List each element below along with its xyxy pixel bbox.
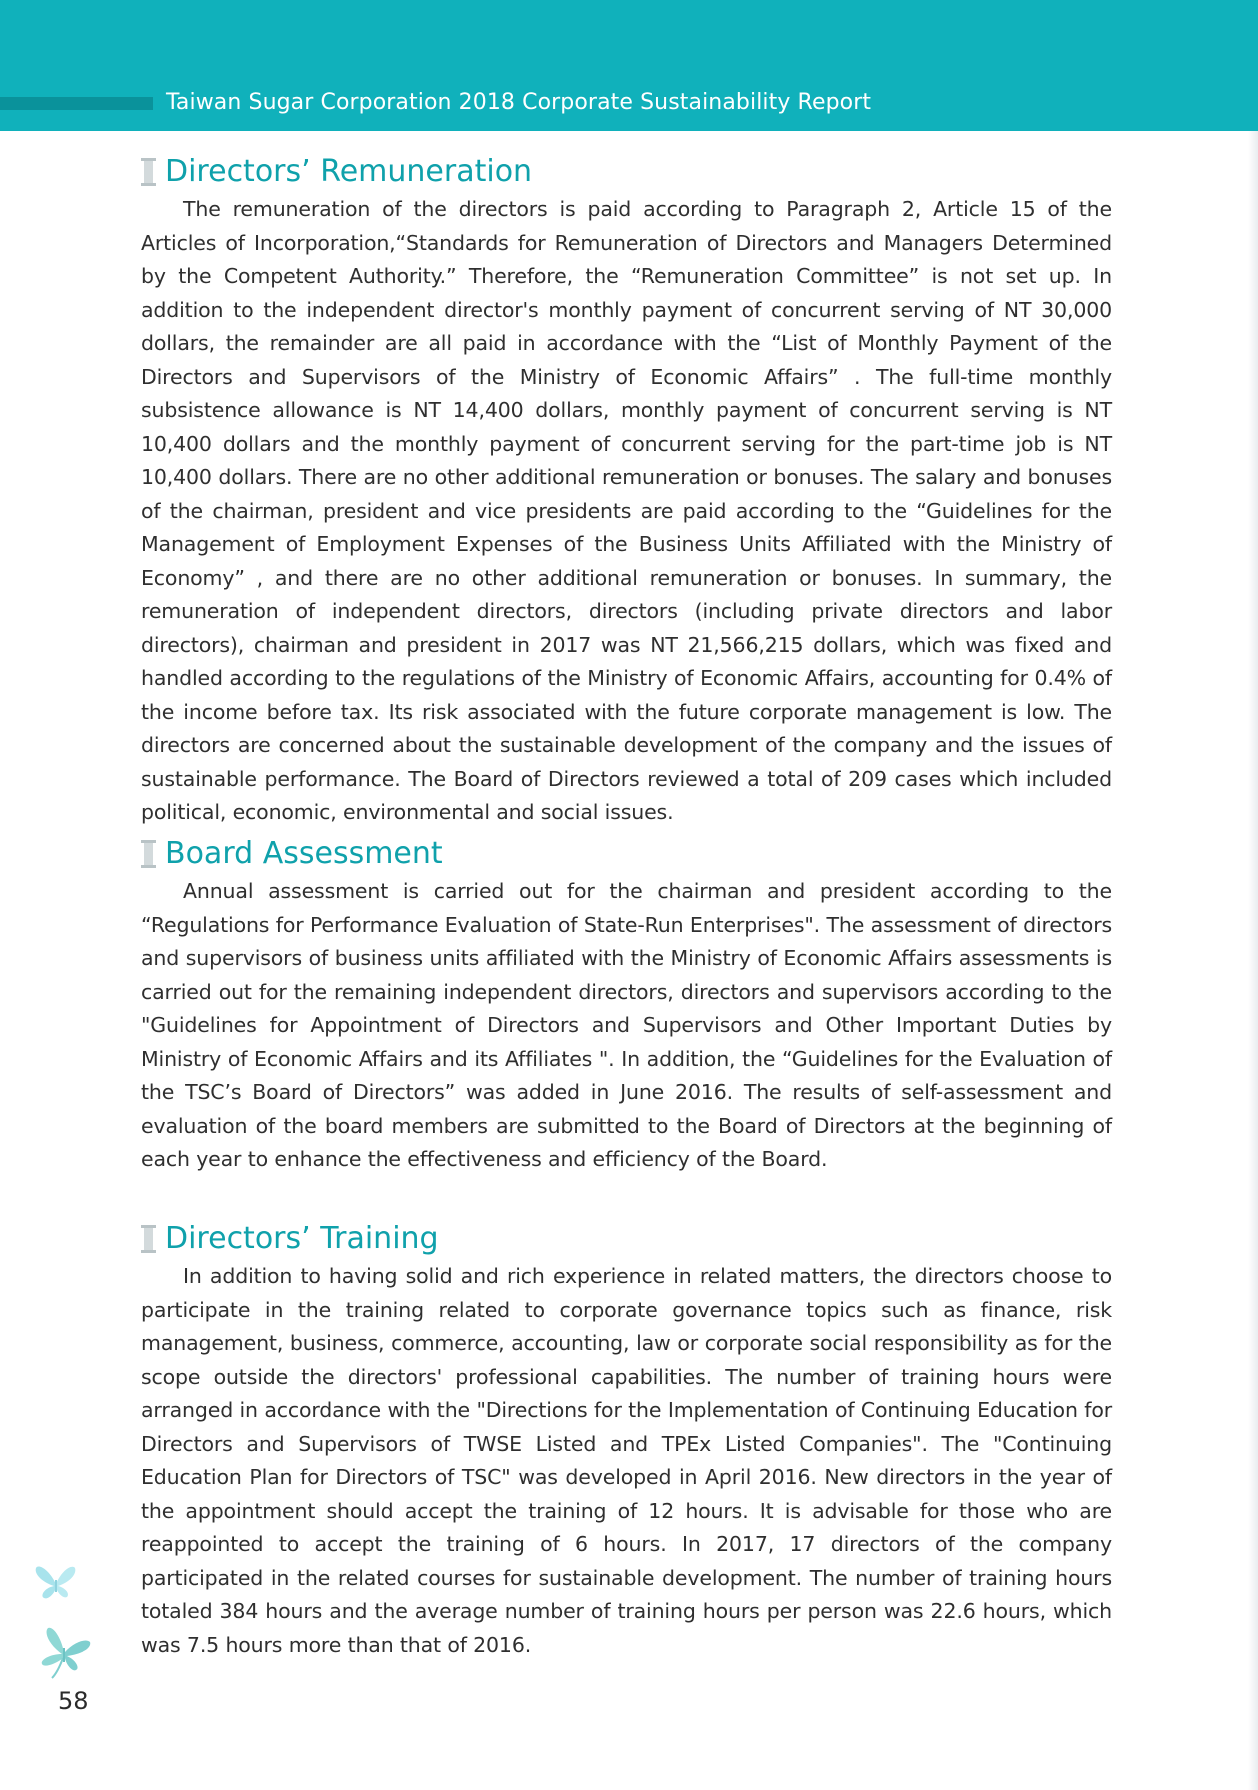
- section-directors-remuneration: [141, 152, 1112, 830]
- section-heading: [141, 834, 1112, 874]
- section-heading: [141, 1219, 1112, 1259]
- section-body: In addition to having solid and rich experience in related matters, the directors choose to participate in the training related to corporate governance topics such as finance, risk management, business, commerce, accounting, law or corporate social responsibility as for the scope outside the directors' professional capabilities. The number of training hours were arranged in accordance with the "Directions for the Implementation of Continuing Education for Directors and Supervisors of TWSE Listed and TPEx Listed Companies". The "Continuing Education Plan for Directors of TSC" was developed in April 2016. New directors in the year of the appointment should accept the training of 12 hours. It is advisable for those who are reappointed to accept the training of 6 hours. In 2017, 17 directors of the company participated in the related courses for sustainable development. The number of training hours totaled 384 hours and the average number of training hours per person was 22.6 hours, which was 7.5 hours more than that of 2016.: [141, 1264, 1112, 1657]
- heading-bar-icon: [141, 158, 156, 186]
- section-title: Board Assessment: [165, 836, 443, 871]
- heading-bar-icon: [141, 840, 156, 868]
- section-body: The remuneration of the directors is paid according to Paragraph 2, Article 15 of the Articles of Incorporation,“Standards for Remuneration of Directors and Managers Determined by the Competent Authority.” Therefore, the “Remuneration Committee” is not set up. In addition to the independent director's monthly payment of concurrent serving of NT 30,000 dollars, the remainder are all paid in accordance with the “List of Monthly Payment of the Directors and Supervisors of the Ministry of Economic Affairs” . The full-time monthly subsistence allowance is NT 14,400 dollars, monthly payment of concurrent serving is NT 10,400 dollars and the monthly payment of concurrent serving for the part-time job is NT 10,400 dollars. There are no other additional remuneration or bonuses. The salary and bonuses of the chairman, president and vice presidents are paid according to the “Guidelines for the Management of Employment Expenses of the Business Units Affiliated with the Ministry of Economy” , and there are no other additional remuneration or bonuses. In summary, the remuneration of independent directors, directors (including private directors and labor directors), chairman and president in 2017 was NT 21,566,215 dollars, which was fixed and handled according to the regulations of the Ministry of Economic Affairs, accounting for 0.4% of the income before tax. Its risk associated with the future corporate management is low. The directors are concerned about the sustainable development of the company and the issues of sustainable performance. The Board of Directors reviewed a total of 209 cases which included political, economic, environmental and social issues.: [141, 197, 1112, 824]
- header-accent-tab: [0, 97, 153, 110]
- section-title: Directors’ Remuneration: [165, 154, 533, 189]
- section-heading: [141, 152, 1112, 192]
- butterfly-icon: [34, 1562, 78, 1607]
- report-title: Taiwan Sugar Corporation 2018 Corporate Sustainability Report: [166, 90, 872, 115]
- section-directors-training: [141, 1219, 1112, 1662]
- page-number: 58: [58, 1687, 89, 1715]
- butterfly-icon: [34, 1624, 94, 1687]
- section-title: Directors’ Training: [165, 1221, 439, 1256]
- page-edge-shadow: [1248, 131, 1258, 1790]
- section-board-assessment: [141, 834, 1112, 1177]
- section-body: Annual assessment is carried out for the chairman and president according to the “Regulations for Performance Evaluation of State-Run Enterprises". The assessment of directors and supervisors of business units affiliated with the Ministry of Economic Affairs assessments is carried out for the remaining independent directors, directors and supervisors according to the "Guidelines for Appointment of Directors and Supervisors and Other Important Duties by Ministry of Economic Affairs and its Affiliates ". In addition, the “Guidelines for the Evaluation of the TSC’s Board of Directors” was added in June 2016. The results of self-assessment and evaluation of the board members are submitted to the Board of Directors at the beginning of each year to enhance the effectiveness and efficiency of the Board.: [141, 879, 1112, 1171]
- heading-bar-icon: [141, 1225, 156, 1253]
